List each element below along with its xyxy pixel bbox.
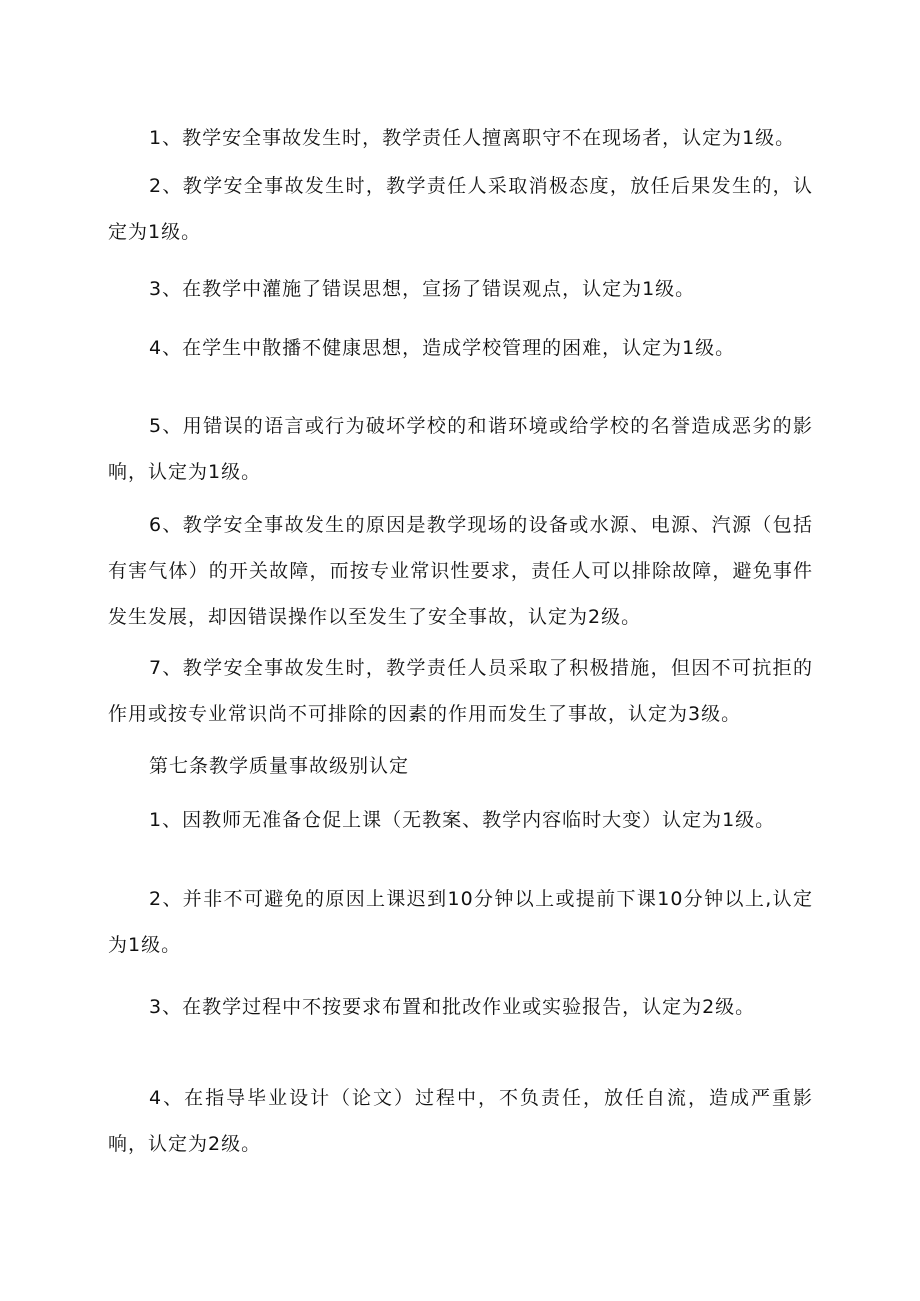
section-heading-article-7: 第七条教学质量事故级别认定 <box>149 755 410 777</box>
paragraph-quality-2: 2、并非不可避免的原因上课迟到10分钟以上或提前下课10分钟以上,认定为1级。 <box>108 888 813 956</box>
paragraph-safety-1: 1、教学安全事故发生时，教学责任人擅离职守不在现场者，认定为1级。 <box>149 127 796 149</box>
paragraph-safety-7: 7、教学安全事故发生时，教学责任人员采取了积极措施，但因不可抗拒的作用或按专业常识尚不可排除的因素的作用而发生了事故，认定为3级。 <box>108 657 813 725</box>
paragraph-quality-1: 1、因教师无准备仓促上课（无教案、教学内容临时大变）认定为1级。 <box>149 809 776 831</box>
paragraph-safety-5: 5、用错误的语言或行为破坏学校的和谐环境或给学校的名誉造成恶劣的影响，认定为1级。 <box>108 415 813 483</box>
paragraph-safety-3: 3、在教学中灌施了错误思想，宣扬了错误观点，认定为1级。 <box>149 278 696 300</box>
paragraph-safety-6: 6、教学安全事故发生的原因是教学现场的设备或水源、电源、汽源（包括有害气体）的开关故障，而按专业常识性要求，责任人可以排除故障，避免事件发生发展，却因错误操作以至发生了安全事故，认定为2级。 <box>108 514 813 628</box>
paragraph-safety-2: 2、教学安全事故发生时，教学责任人采取消极态度，放任后果发生的，认定为1级。 <box>108 175 813 243</box>
paragraph-quality-3: 3、在教学过程中不按要求布置和批改作业或实验报告，认定为2级。 <box>149 996 756 1018</box>
paragraph-quality-4: 4、在指导毕业设计（论文）过程中，不负责任，放任自流，造成严重影响，认定为2级。 <box>108 1087 813 1155</box>
paragraph-safety-4: 4、在学生中散播不健康思想，造成学校管理的困难，认定为1级。 <box>149 337 736 359</box>
